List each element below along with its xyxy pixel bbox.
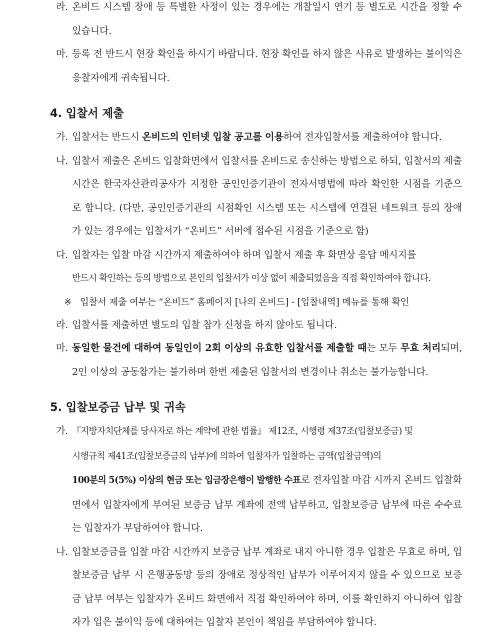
item-text: 온비드 시스템 장애 등 특별한 사정이 있는 경우에는 개찰일시 연기 등 별도로 시간을 정할 수 있습니다.: [72, 2, 462, 37]
item-marker: 라.: [56, 319, 69, 331]
item-marker: 나.: [56, 155, 69, 167]
section-heading-4: 4. 입찰서 제출: [50, 107, 124, 120]
list-item-ma: [0, 337, 462, 384]
item-marker: 가.: [56, 426, 69, 437]
item-text: 등록 전 반드시 현장 확인을 하시기 바랍니다. 현장 확인을 하지 않은 사유로 발생하는 불이익은 응찰자에게 귀속됩니다.: [72, 49, 462, 84]
item-text: 입찰서는 반드시 온비드의 인터넷 입찰 공고를 이용하여 전자입찰서를 제출하여야 합니다.: [72, 132, 442, 143]
list-item-na: [0, 150, 462, 244]
item-text: 『지방자치단체를 당사자로 하는 계약에 관한 법률』 제12조, 시행령 제37조(입찰보증금) 및 시행규칙 제41조(입찰보증금의 납부)에 의하여 입찰자가 입찰하는 금액(입찰금액)의 100분의 5(5%) 이상의 현금 또는 입금장은행이 발행한 수표로 전자입찰 마감 시까지 온비드 입찰화면에서 입찰자에게 부여된 보증금 납부 계좌에 전액 납부하고, 입찰보증금 납부에 따른 수수료는 입찰자가 부담하여야 합니다.: [72, 427, 462, 534]
list-item-ga: [0, 420, 462, 541]
item-text: 입찰보증금을 입찰 마감 시간까지 보증금 납부 계좌로 내지 아니한 경우 입찰은 무효로 하며, 입찰보증금 납부 시 은행공동망 등의 장애로 정상적인 납부가 이루어지지 않을 수 있으므로 보증금 납부 여부는 입찰자가 온비드 화면에서 직접 확인하여야 하며, 이를 확인하지 아니하여 입찰자가 입은 불이익 등에 대하여는 입찰자 본인이 책임을 부담하여야 합니다.: [72, 546, 462, 628]
item-marker: 마.: [56, 49, 69, 60]
item-text: 입찰서 제출은 온비드 입찰화면에서 입찰서를 온비드로 송신하는 방법으로 하되, 입찰서의 제출 시간은 한국자산관리공사가 지정한 공인인증기관이 전자서명법에 따라 확인한 시점을 기준으로 합니다. (다만, 공인인증기관의 시점확인 시스템 또는 시스템에 연결된 네트워크 등의 장애가 있는 경우에는 입찰서가 “온비드” 서버에 접수된 시점을 기준으로 함): [72, 155, 462, 237]
list-item-ra: [0, 0, 462, 43]
item-text: 입찰서를 제출하면 별도의 입찰 참가 신청을 하지 않아도 됩니다.: [72, 319, 337, 331]
note-line: [0, 292, 462, 314]
list-item-ma: [0, 43, 462, 90]
list-item-da: [0, 244, 462, 292]
list-item-ga: [0, 126, 462, 150]
note-marker: ※: [64, 296, 72, 308]
note-text: 입찰서 제출 여부는 “온비드” 홈페이지 [나의 온비드] - [입찰내역] 메뉴를 통해 확인: [80, 296, 410, 308]
item-text: 동일한 물건에 대하여 동일인이 2회 이상의 유효한 입찰서를 제출할 때는 모두 무효 처리되며, 2인 이상의 공동참가는 불가하며 한번 제출된 입찰서의 변경이나 취소는 불가능합니다.: [72, 343, 462, 378]
emphasis-text: 온비드의 인터넷 입찰 공고를 이용: [142, 132, 284, 143]
section-heading-5: 5. 입찰보증금 납부 및 귀속: [50, 401, 186, 414]
list-item-ra: [0, 314, 462, 338]
item-marker: 다.: [56, 249, 69, 261]
item-marker: 라.: [56, 2, 69, 13]
item-text: 입찰자는 입찰 마감 시간까지 제출하여야 하며 입찰서 제출 후 화면상 응답 메시지를 반드시 확인하는 등의 방법으로 본인의 입찰서가 이상 없이 제출되었음을 직접 확인하여야 합니다.: [72, 249, 431, 284]
item-marker: 가.: [56, 132, 69, 143]
item-marker: 마.: [56, 343, 69, 354]
item-marker: 나.: [56, 546, 69, 558]
list-item-na: [0, 541, 462, 635]
